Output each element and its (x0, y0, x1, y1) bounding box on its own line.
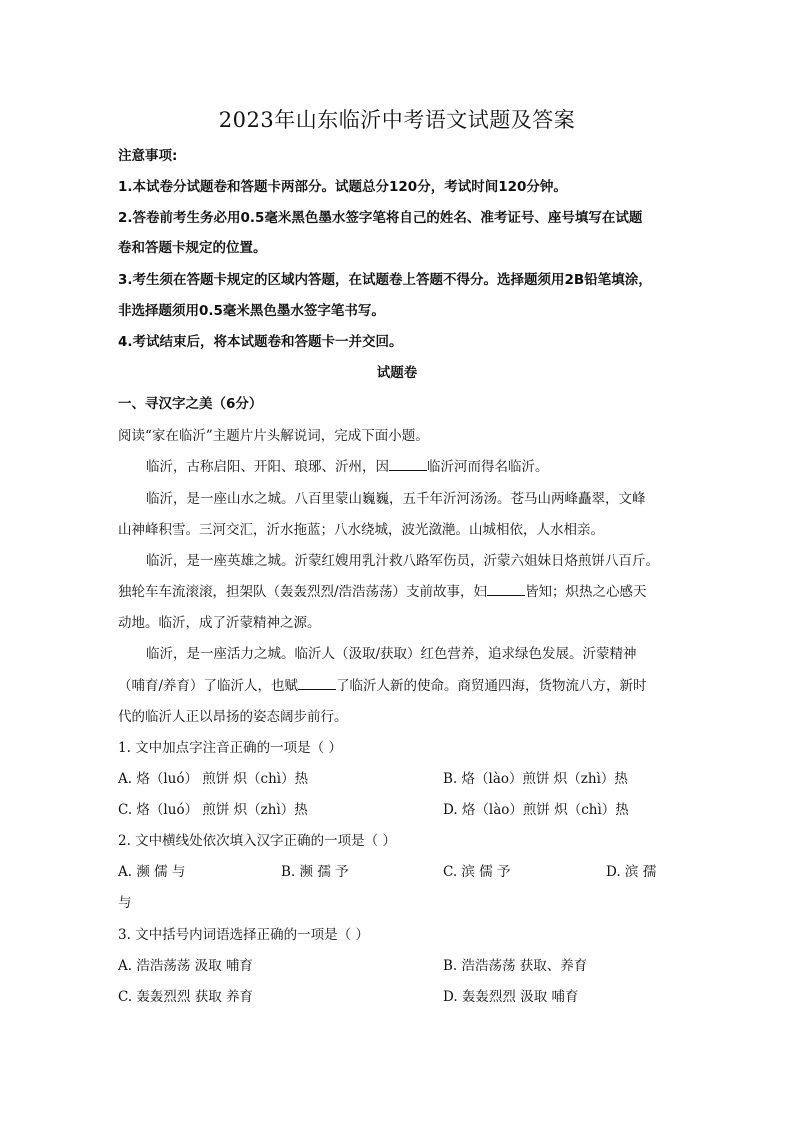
passage-text: 了临沂人新的使命。商贸通四海，货物流八方，新时 (336, 678, 647, 694)
passage-line: 代的临沂人正以昂扬的姿态阔步前行。 (118, 709, 348, 725)
question-option-wrap: 与 (118, 895, 132, 911)
notice-item: 3.考生须在答题卡规定的区域内答题，在试题卷上答题不得分。选择题须用2B铅笔填涂， (118, 272, 652, 288)
document-title: 2023年山东临沂中考语文试题及答案 (218, 108, 576, 132)
question-option: D. 滨 孺 (606, 864, 657, 880)
passage-text: 临沂，古称启阳、开阳、琅琊、沂州，因 (146, 459, 389, 475)
fill-blank (298, 677, 336, 690)
part-heading: 一、寻汉字之美（6分） (118, 396, 263, 412)
notice-item: 卷和答题卡规定的位置。 (118, 240, 267, 256)
question-option: A. 濒 儒 与 (118, 864, 186, 880)
passage-line: 临沂，是一座山水之城。八百里蒙山巍巍，五千年沂河汤汤。苍马山两峰矗翠，文峰 (146, 491, 646, 507)
passage-text: 临沂河而得名临沂。 (427, 459, 549, 475)
notice-item: 1.本试卷分试题卷和答题卡两部分。试题总分120分，考试时间120分钟。 (118, 179, 567, 195)
passage-line (146, 457, 549, 477)
section-label: 试题卷 (376, 365, 418, 381)
question-option: B. 烙（lào）煎饼 炽（zhì）热 (443, 771, 628, 787)
passage-line: 临沂，是一座活力之城。临沂人（汲取/获取）红色营养，追求绿色发展。沂蒙精神 (146, 646, 637, 662)
passage-line: 动地。临沂，成了沂蒙精神之源。 (118, 615, 321, 631)
question-option: B. 浩浩荡荡 获取、养育 (443, 958, 588, 974)
question-stem: 2. 文中横线处依次填入汉字正确的一项是（ ） (118, 833, 396, 849)
question-option: D. 烙（lào）煎饼 炽（chì）热 (443, 802, 629, 818)
notice-item: 4.考试结束后，将本试题卷和答题卡一并交回。 (118, 334, 403, 350)
question-option: A. 浩浩荡荡 汲取 哺育 (118, 958, 253, 974)
passage-line (118, 582, 647, 602)
question-option: C. 轰轰烈烈 获取 养育 (118, 989, 254, 1005)
fill-blank (389, 458, 427, 471)
question-stem: 1. 文中加点字注音正确的一项是（ ） (118, 740, 342, 756)
passage-text: （哺育/养育）了临沂人，也赋 (118, 678, 299, 694)
question-option: C. 滨 儒 予 (443, 864, 511, 880)
reading-intro: 阅读“家在临沂”主题片片头解说词，完成下面小题。 (118, 428, 429, 444)
notice-item: 非选择题须用0.5毫米黑色墨水签字笔书写。 (118, 303, 385, 319)
notice-heading: 注意事项: (118, 148, 178, 164)
question-option: B. 濒 孺 予 (281, 864, 349, 880)
notice-item: 2.答卷前考生务必用0.5毫米黑色墨水签字笔将自己的姓名、准考证号、座号填写在试题 (118, 210, 643, 226)
fill-blank (487, 583, 525, 596)
passage-line: 临沂，是一座英雄之城。沂蒙红嫂用乳汁救八路军伤员，沂蒙六姐妹日烙煎饼八百斤。 (146, 553, 659, 569)
question-option: A. 烙（luó） 煎饼 炽（chì）热 (118, 771, 309, 787)
passage-text: 皆知；炽热之心感天 (525, 584, 647, 600)
question-option: D. 轰轰烈烈 汲取 哺育 (443, 989, 579, 1005)
passage-line (118, 676, 647, 696)
passage-text: 独轮车车流滚滚，担架队（轰轰烈烈/浩浩荡荡）支前故事，妇 (118, 584, 488, 600)
passage-line: 山神峰积雪。三河交汇，沂水拖蓝；八水绕城，波光潋滟。山城相依，人水相亲。 (118, 522, 604, 538)
question-option: C. 烙（luó） 煎饼 炽（zhì）热 (118, 802, 308, 818)
question-stem: 3. 文中括号内词语选择正确的一项是（ ） (118, 927, 369, 943)
